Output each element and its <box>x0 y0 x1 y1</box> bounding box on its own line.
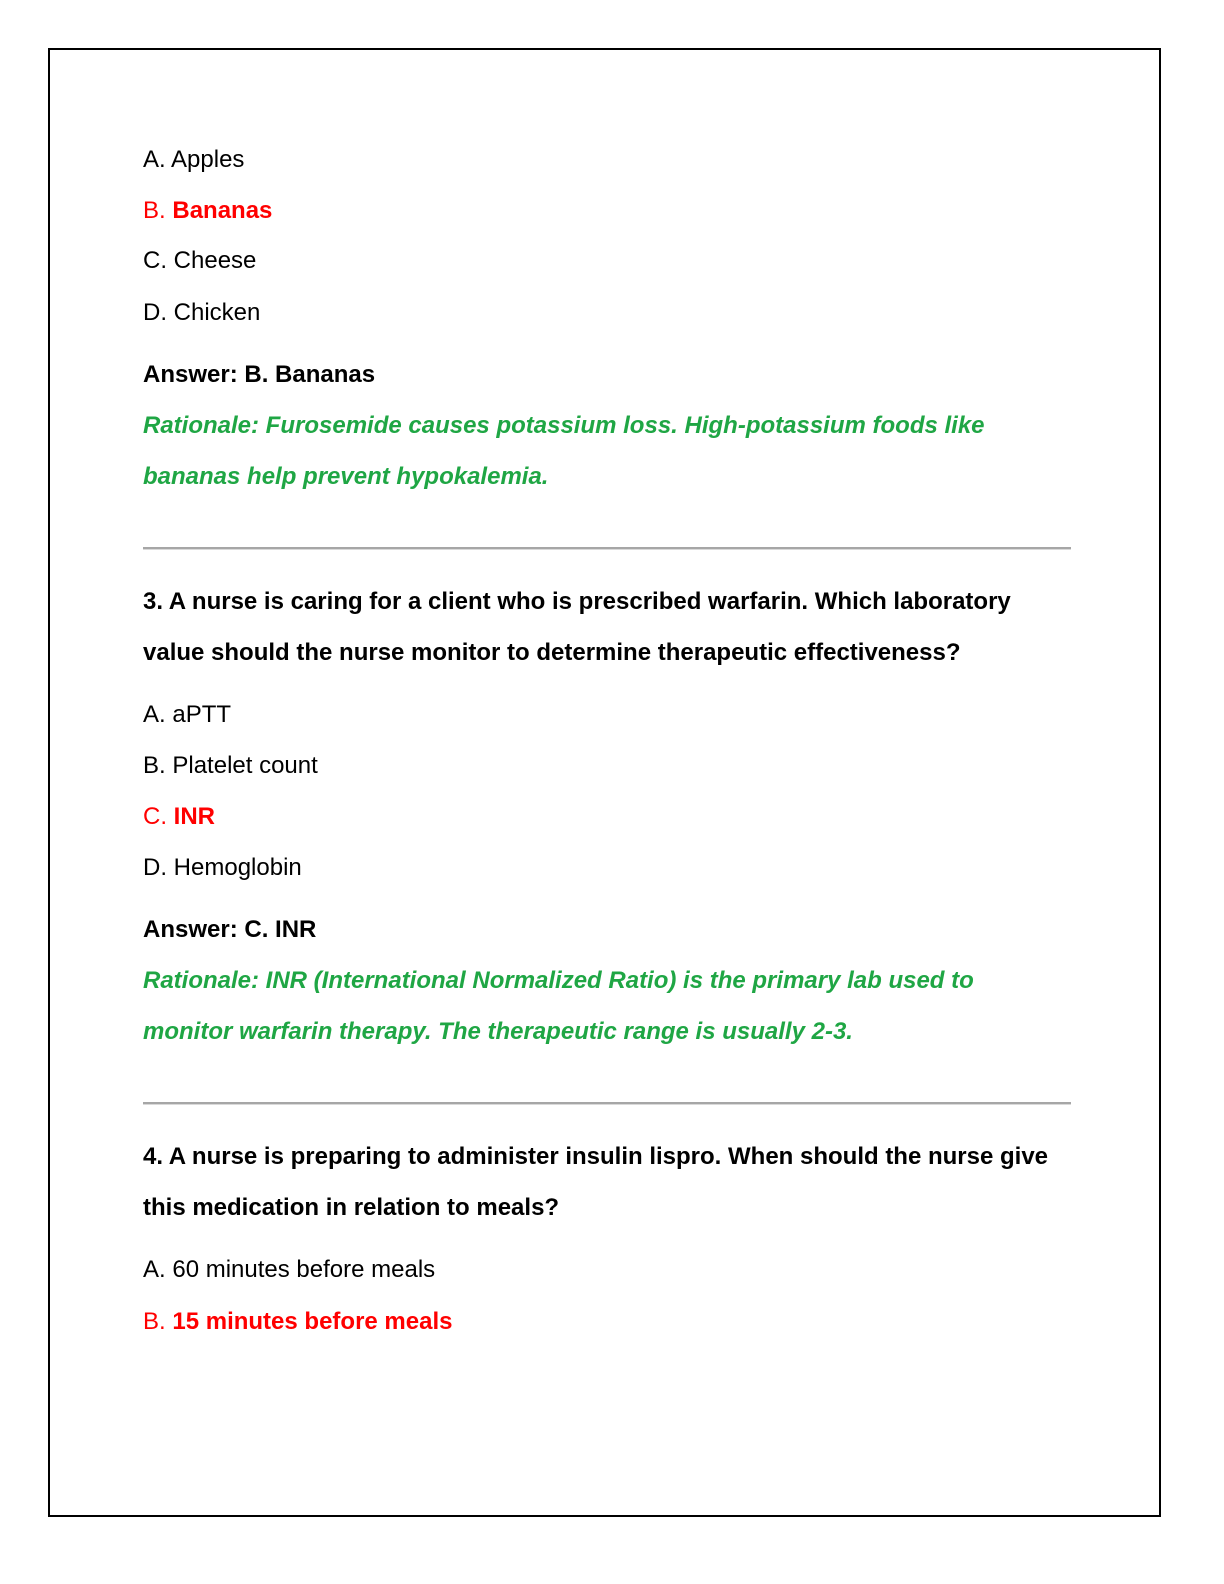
option-text: Platelet count <box>172 752 318 779</box>
answer-line: Answer: B. Bananas <box>143 361 376 388</box>
option-letter: C. <box>143 247 167 274</box>
rationale-line-1: Rationale: INR (International Normalized Ratio) is the primary lab used to <box>143 967 974 994</box>
option-text: Chicken <box>173 299 261 326</box>
question-4-line-2: this medication in relation to meals? <box>143 1194 560 1221</box>
option-d <box>143 853 302 883</box>
option-b <box>143 751 318 781</box>
section-divider <box>143 547 1071 550</box>
option-letter: B. <box>143 752 166 779</box>
option-b-correct <box>143 196 272 226</box>
option-c <box>143 246 256 276</box>
option-letter: A. <box>143 1256 166 1283</box>
option-text: 15 minutes before meals <box>172 1308 453 1335</box>
option-text: Hemoglobin <box>173 854 302 881</box>
option-d <box>143 298 260 328</box>
answer-line: Answer: C. INR <box>143 916 317 943</box>
option-text: aPTT <box>172 701 232 728</box>
option-text: 60 minutes before meals <box>172 1256 436 1283</box>
option-text: INR <box>173 803 216 830</box>
rationale-line-2: bananas help prevent hypokalemia. <box>143 463 549 490</box>
option-letter: A. <box>143 701 166 728</box>
option-letter: A. <box>143 146 166 173</box>
option-a <box>143 700 231 730</box>
option-letter: D. <box>143 299 167 326</box>
option-letter: C. <box>143 803 167 830</box>
option-text: Bananas <box>172 197 273 224</box>
option-letter: B. <box>143 1308 166 1335</box>
option-a <box>143 145 244 175</box>
option-a <box>143 1255 435 1285</box>
section-divider <box>143 1102 1071 1105</box>
question-3-line-1: 3. A nurse is caring for a client who is prescribed warfarin. Which laboratory <box>143 588 1011 615</box>
option-b-correct <box>143 1307 452 1337</box>
question-3-line-2: value should the nurse monitor to determine therapeutic effectiveness? <box>143 639 961 666</box>
option-letter: B. <box>143 197 166 224</box>
option-letter: D. <box>143 854 167 881</box>
option-text: Cheese <box>173 247 257 274</box>
rationale-line-1: Rationale: Furosemide causes potassium loss. High-potassium foods like <box>143 412 985 439</box>
rationale-line-2: monitor warfarin therapy. The therapeutic range is usually 2-3. <box>143 1018 853 1045</box>
question-4-line-1: 4. A nurse is preparing to administer insulin lispro. When should the nurse give <box>143 1143 1049 1170</box>
option-c-correct <box>143 802 215 832</box>
option-text: Apples <box>171 146 245 173</box>
